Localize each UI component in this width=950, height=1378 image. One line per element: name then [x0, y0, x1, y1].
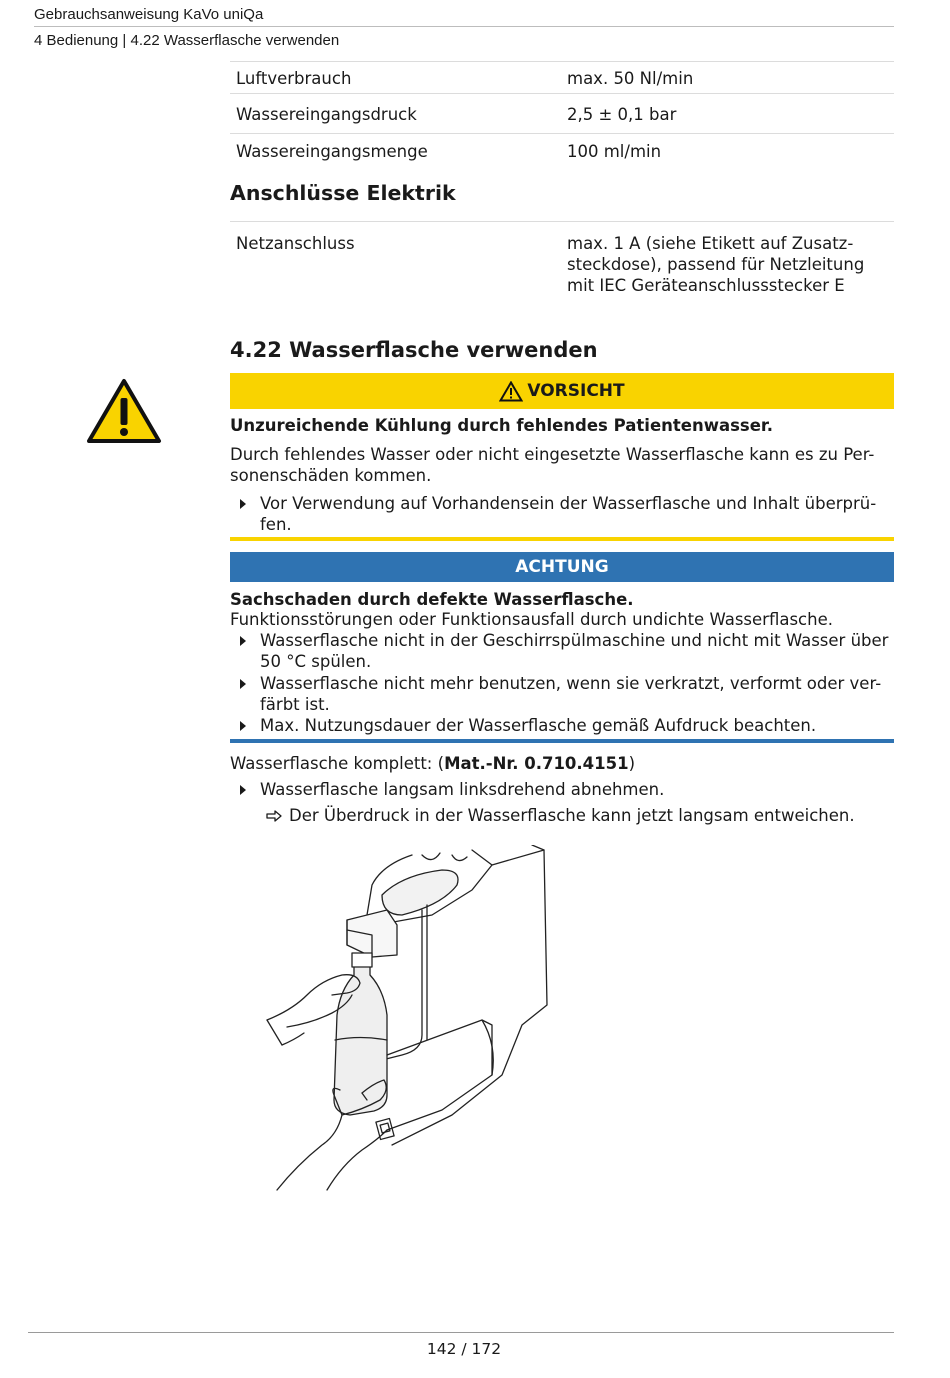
breadcrumb: 4 Bedienung | 4.22 Wasserflasche verwenden — [34, 32, 340, 49]
spec-value: 100 ml/min — [567, 142, 662, 161]
notice-action — [240, 715, 890, 736]
electrical-row — [230, 221, 894, 302]
notice-action — [240, 630, 890, 672]
spec-value: max. 50 Nl/min — [567, 69, 694, 88]
bullet-arrow-icon — [240, 636, 246, 646]
instruction-step — [240, 779, 890, 800]
caution-action-line: fen. — [260, 515, 292, 534]
instruction-result — [266, 805, 855, 826]
caution-action-line: Vor Verwendung auf Vorhandensein der Wasserflasche und Inhalt überprü- — [260, 494, 877, 513]
material-number: Mat.-Nr. 0.710.4151 — [444, 754, 629, 773]
instruction-result-text: Der Überdruck in der Wasserflasche kann jetzt langsam entweichen. — [289, 806, 855, 825]
notice-action-line: 50 °C spülen. — [260, 652, 372, 671]
spec-row — [230, 61, 894, 94]
header-divider — [34, 26, 894, 27]
electrical-heading: Anschlüsse Elektrik — [230, 181, 456, 205]
result-arrow-icon — [266, 810, 282, 822]
notice-body: Funktionsstörungen oder Funktionsausfall durch undichte Wasserflasche. — [230, 610, 833, 629]
electrical-label: Netzanschluss — [236, 234, 355, 253]
water-bottle-illustration — [262, 845, 562, 1195]
warning-triangle-icon — [86, 378, 162, 444]
material-prefix: Wasserflasche komplett: ( — [230, 754, 445, 773]
notice-action — [240, 673, 890, 715]
caution-body-line: sonenschäden kommen. — [230, 466, 432, 485]
electrical-value-line: steckdose), passend für Netzleitung — [567, 255, 865, 274]
spec-row — [230, 93, 894, 134]
caution-banner — [230, 373, 894, 409]
spec-value: 2,5 ± 0,1 bar — [567, 105, 677, 124]
notice-label: ACHTUNG — [515, 557, 609, 577]
spec-label: Wassereingangsdruck — [236, 105, 417, 124]
notice-action-line: Wasserflasche nicht in der Geschirrspülmaschine und nicht mit Wasser über — [260, 631, 889, 650]
notice-banner — [230, 552, 894, 582]
bullet-arrow-icon — [240, 785, 246, 795]
caution-action — [240, 493, 890, 535]
bullet-arrow-icon — [240, 679, 246, 689]
electrical-value-line: mit IEC Geräteanschlussstecker E — [567, 276, 845, 295]
notice-action-line: färbt ist. — [260, 695, 330, 714]
caution-label: VORSICHT — [527, 381, 625, 401]
caution-headline: Unzureichende Kühlung durch fehlendes Patientenwasser. — [230, 416, 773, 435]
bullet-arrow-icon — [240, 721, 246, 731]
spec-row — [230, 133, 894, 170]
notice-action-line: Max. Nutzungsdauer der Wasserflasche gemäß Aufdruck beachten. — [260, 716, 817, 735]
footer-divider — [28, 1332, 894, 1333]
section-title: 4.22 Wasserflasche verwenden — [230, 338, 598, 362]
spec-label: Luftverbrauch — [236, 69, 352, 88]
caution-body-line: Durch fehlendes Wasser oder nicht eingesetzte Wasserflasche kann es zu Per- — [230, 445, 875, 464]
page-number: 142 / 172 — [426, 1340, 502, 1358]
notice-action-line: Wasserflasche nicht mehr benutzen, wenn sie verkratzt, verformt oder ver- — [260, 674, 882, 693]
instruction-step-text: Wasserflasche langsam linksdrehend abnehmen. — [260, 780, 665, 799]
notice-headline: Sachschaden durch defekte Wasserflasche. — [230, 590, 634, 609]
caution-body — [230, 444, 894, 486]
material-line — [230, 753, 894, 774]
electrical-value — [567, 233, 887, 296]
bullet-arrow-icon — [240, 499, 246, 509]
notice-end-rule — [230, 739, 894, 743]
caution-end-rule — [230, 537, 894, 541]
material-suffix: ) — [628, 754, 636, 773]
spec-label: Wassereingangsmenge — [236, 142, 428, 161]
document-title: Gebrauchsanweisung KaVo uniQa — [34, 6, 264, 23]
electrical-value-line: max. 1 A (siehe Etikett auf Zusatz- — [567, 234, 854, 253]
small-warning-icon — [499, 381, 523, 402]
